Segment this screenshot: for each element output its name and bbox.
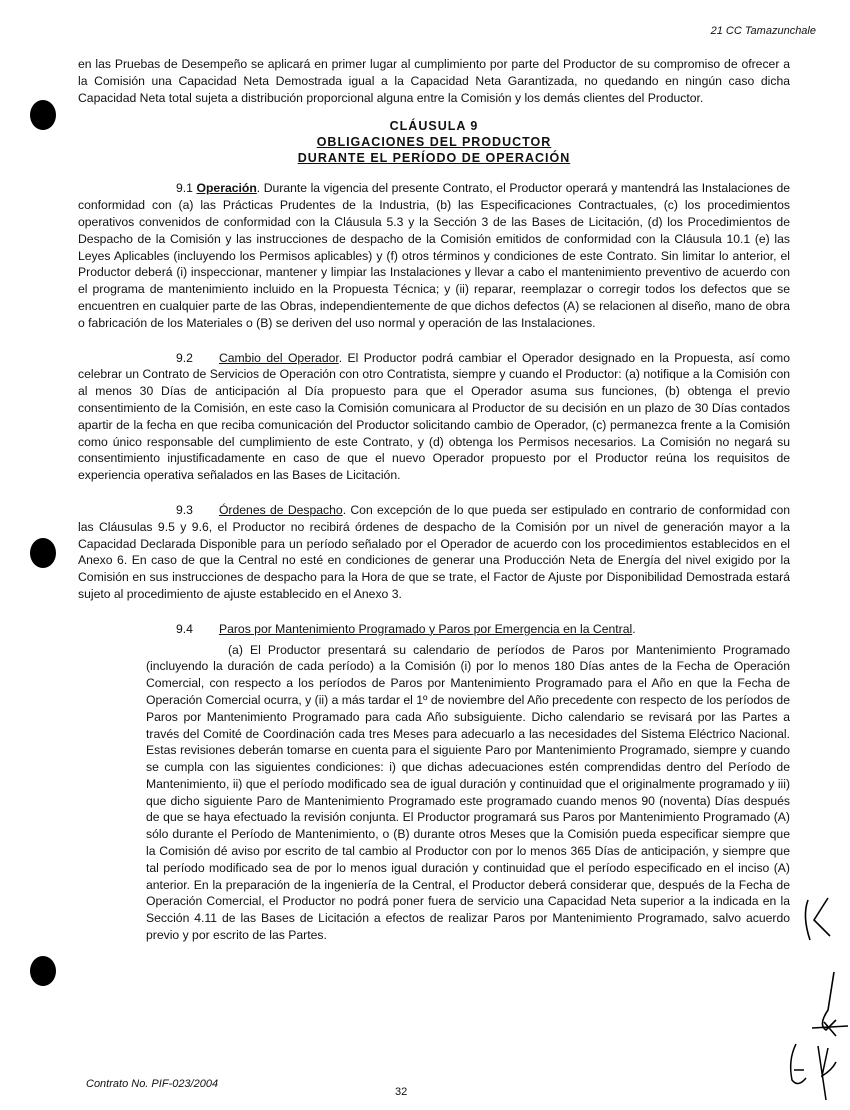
clause-title-line2: DURANTE EL PERÍODO DE OPERACIÓN [297,151,571,166]
continuation-paragraph: en las Pruebas de Desempeño se aplicará en primer lugar al cumplimiento por parte del Productor de su compromiso de ofrecer a la Comisión una Capacidad Neta Demostrada igual a la Capacidad Neta Garantizada, no quedando en ningún caso dicha Capacidad Neta total sujeta a distribución proporcional alguna entre la Comisión y los demás clientes del Productor. [78,57,790,105]
section-title: Cambio del Operador [218,350,339,365]
running-header: 21 CC Tamazunchale [710,25,816,37]
section-9-1 [78,180,790,331]
clause-heading [78,118,790,166]
clause-title-line1: OBLIGACIONES DEL PRODUCTOR [316,135,552,150]
section-number: 9.2 [176,350,193,365]
section-text: . Con excepción de lo que pueda ser estipulado en contrario de conformidad con las Cláusulas 9.5 y 9.6, el Productor no recibirá órdenes de despacho de la Comisión por un nivel de generación mayor a la Capacidad Declarada Disponible para un período señalado por el Operador de acuerdo con los procedimientos establecidos en el Anexo 6. En caso de que la Central no esté en condiciones de generar una Producción Neta de Energía del nivel exigido por la Comisión en sus instrucciones de despacho para la Hora de que se trate, el Factor de Ajuste por Disponibilidad Demostrada estará sujeto al procedimiento de ajuste establecido en el Anexo 3. [78,502,790,601]
section-text: . El Productor podrá cambiar el Operador designado en la Propuesta, así como celebrar un Contrato de Servicios de Operación con otro Contratista, siempre y cuando el Productor: (a) notifique a la Comisión con al menos 30 Días de anticipación al Día propuesto para que el Operador asuma sus funciones, (b) obtenga el previo consentimiento de la Comisión, en este caso la Comisión comunicara al Productor de su decisión en un plazo de 30 Días contados apartir de la fecha en que reciba comunicación del Productor solicitando cambio de Operador, (c) permanezca frente a la Comisión como único responsable del cumplimiento de este Contrato, y (d) obtenga los Permisos necesarios. La Comisión no negará su consentimiento injustificadamente en caso de que el nuevo Operador propuesto por el Productor reúna los requisitos de experiencia operativa señalados en las Bases de Licitación. [78,350,790,483]
initials-signature-1 [800,896,836,944]
punch-hole [30,956,56,986]
punch-hole [30,538,56,568]
section-title: Operación [196,181,257,196]
section-title: Órdenes de Despacho [218,502,343,517]
section-9-2 [78,350,790,484]
section-9-3 [78,502,790,603]
clause-number: CLÁUSULA 9 [389,119,479,134]
section-number: 9.4 [176,621,193,636]
section-text: . Durante la vigencia del presente Contrato, el Productor operará y mantendrá las Instalaciones de conformidad con (a) las Prácticas Prudentes de la Industria, (b) las Especificaciones Contractuales, (c) los procedimientos operativos convenidos de conformidad con la Cláusula 5.3 y la Sección 3 de las Bases de Licitación, (d) los Procedimientos de Despacho de la Comisión y las instrucciones de despacho de la Comisión emitidos de conformidad con la Cláusula 10.1 (e) las Leyes Aplicables (incluyendo los Permisos aplicables) y (f) otros términos y condiciones de este Contrato. Sin limitar lo anterior, el Productor deberá (i) inspeccionar, mantener y limpiar las Instalaciones y llevar a cabo el mantenimiento preventivo de acuerdo con el programa de mantenimiento incluido en la Propuesta Técnica; y (ii) reparar, reemplazar o corregir todos los defectos que se encuentren en cualquier parte de las Obras, independientemente de que dichos defectos (A) se relacionen al diseño, mano de obra o fabricación de los Materiales o (B) se deriven del uso normal y operación de las Instalaciones. [78,181,791,330]
section-9-4 [78,621,790,638]
section-9-4-a: (a) El Productor presentará su calendario de períodos de Paros por Mantenimiento Programado (incluyendo la duración de cada período) a la Comisión (i) por lo menos 180 Días antes de la Fecha de Operación Comercial, con respecto a los períodos de Paros por Mantenimiento Programado para el Año en que la Fecha de Operación Comercial ocurra, y (ii) a más tardar el 1º de noviembre del Año precedente con respecto de los períodos de Paros por Mantenimiento Programado para cada Año subsiguiente. Dicho calendario se revisará por las Partes a través del Comité de Coordinación cada tres Meses para adecuarlo a las necesidades del Sistema Eléctrico Nacional. Estas revisiones deberán tomarse en cuenta para el siguiente Paro por Mantenimiento Programado, siempre y cuando se cumpla con las siguientes condiciones: i) que dichas adecuaciones estén comprendidas dentro del Período de Mantenimiento, ii) que el período modificado sea de igual duración y continuidad que el originalmente programado y iii) que dicho siguiente Paro de Mantenimiento Programado este programado cuando menos 90 (noventa) Días después de que se haya efectuado la revisión conjunta. El Productor programará sus Paros por Mantenimiento Programado (A) sólo durante el Período de Mantenimiento, o (B) durante otros Meses que la Comisión pueda especificar siempre que la Comisión dé aviso por escrito de tal cambio al Productor con por lo menos 365 Días de anticipación, y siempre que tal período modificado sea de por lo menos igual duración y continuidad que el período especificado en el inciso (A) anterior. En la preparación de la ingeniería de la Central, el Productor deberá considerar que, después de la Fecha de Operación Comercial, el Productor no podrá poner fuera de servicio una Capacidad Neta superior a la indicada en la Sección 4.11 de las Bases de Licitación a efectos de realizar Paros por Mantenimiento Programado, salvo acuerdo previo y por escrito de las Partes. [146,642,790,943]
footer-contract-number: Contrato No. PIF-023/2004 [86,1078,219,1090]
initials-signature-3 [784,1040,840,1106]
section-number: 9.1 [176,181,193,196]
initials-signature-2 [808,970,848,1040]
section-text: . [632,621,636,636]
section-number: 9.3 [176,502,193,517]
section-title: Paros por Mantenimiento Programado y Paros por Emergencia en la Central [218,621,633,636]
page-number: 32 [395,1086,408,1098]
document-body [78,56,790,944]
punch-hole [30,100,56,130]
